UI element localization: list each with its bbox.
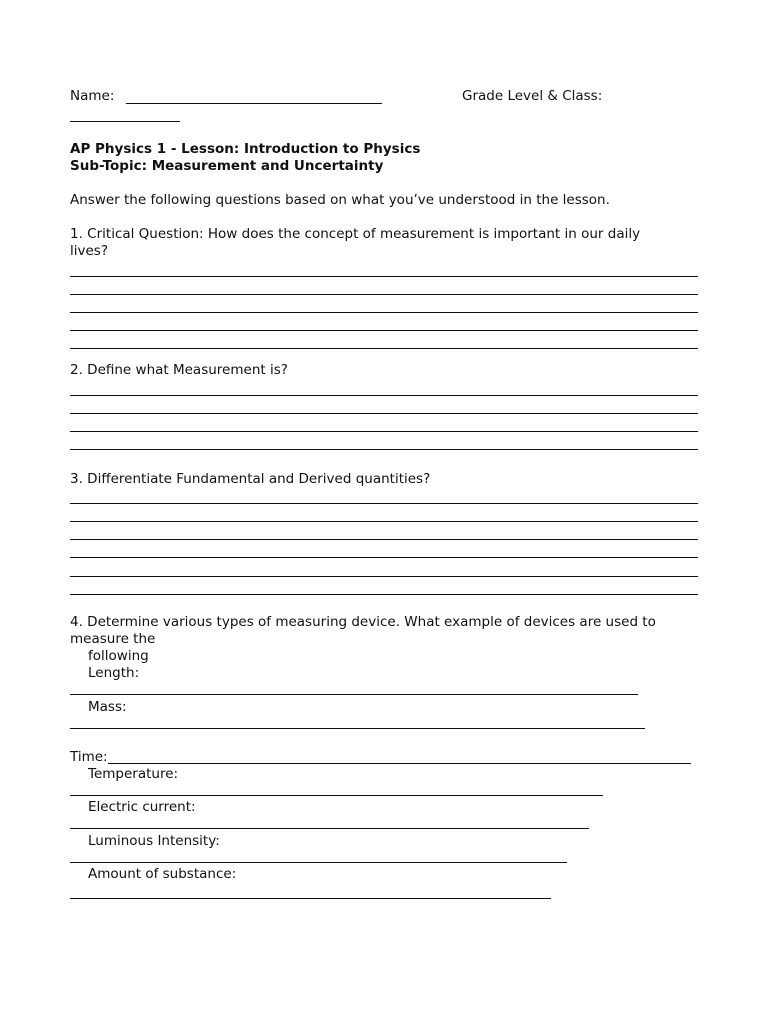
grade-level-label: Grade Level & Class:: [462, 88, 603, 104]
answer-line[interactable]: [70, 431, 698, 432]
answer-line[interactable]: [70, 539, 698, 540]
electric-current-label: Electric current:: [88, 799, 196, 815]
amount-of-substance-label: Amount of substance:: [88, 866, 237, 882]
answer-line[interactable]: [70, 576, 698, 577]
question-4-line-1: 4. Determine various types of measuring device. What example of devices are used to: [70, 614, 656, 630]
question-1-line-1: 1. Critical Question: How does the concept of measurement is important in our daily: [70, 226, 641, 242]
subtopic-title: Sub-Topic: Measurement and Uncertainty: [70, 158, 384, 174]
answer-line[interactable]: [70, 413, 698, 414]
luminous-intensity-label: Luminous Intensity:: [88, 833, 220, 849]
answer-line[interactable]: [70, 521, 698, 522]
answer-line[interactable]: [70, 276, 698, 277]
amount-of-substance-answer-line[interactable]: [70, 898, 551, 899]
name-field-line[interactable]: [126, 103, 382, 104]
instructions: Answer the following questions based on what you’ve understood in the lesson.: [70, 192, 610, 208]
answer-line[interactable]: [70, 294, 698, 295]
question-2: 2. Define what Measurement is?: [70, 362, 288, 378]
time-label: Time:: [70, 749, 108, 765]
time-answer-line[interactable]: [108, 763, 691, 764]
answer-line[interactable]: [70, 594, 698, 595]
answer-line[interactable]: [70, 312, 698, 313]
answer-line[interactable]: [70, 557, 698, 558]
answer-line[interactable]: [70, 503, 698, 504]
question-1-line-2: lives?: [70, 243, 108, 259]
grade-level-field-line[interactable]: [70, 121, 180, 122]
mass-label: Mass:: [88, 699, 127, 715]
question-4-line-2: measure the: [70, 631, 156, 647]
length-label: Length:: [88, 665, 140, 681]
answer-line[interactable]: [70, 330, 698, 331]
mass-answer-line[interactable]: [70, 728, 645, 729]
name-label: Name:: [70, 88, 115, 104]
electric-current-answer-line[interactable]: [70, 828, 589, 829]
luminous-intensity-answer-line[interactable]: [70, 862, 567, 863]
answer-line[interactable]: [70, 395, 698, 396]
answer-line[interactable]: [70, 449, 698, 450]
temperature-answer-line[interactable]: [70, 795, 603, 796]
answer-line[interactable]: [70, 348, 698, 349]
temperature-label: Temperature:: [88, 766, 179, 782]
length-answer-line[interactable]: [70, 694, 638, 695]
question-3: 3. Differentiate Fundamental and Derived quantities?: [70, 471, 431, 487]
question-4-line-3: following: [88, 648, 149, 664]
lesson-title: AP Physics 1 - Lesson: Introduction to Physics: [70, 141, 421, 157]
